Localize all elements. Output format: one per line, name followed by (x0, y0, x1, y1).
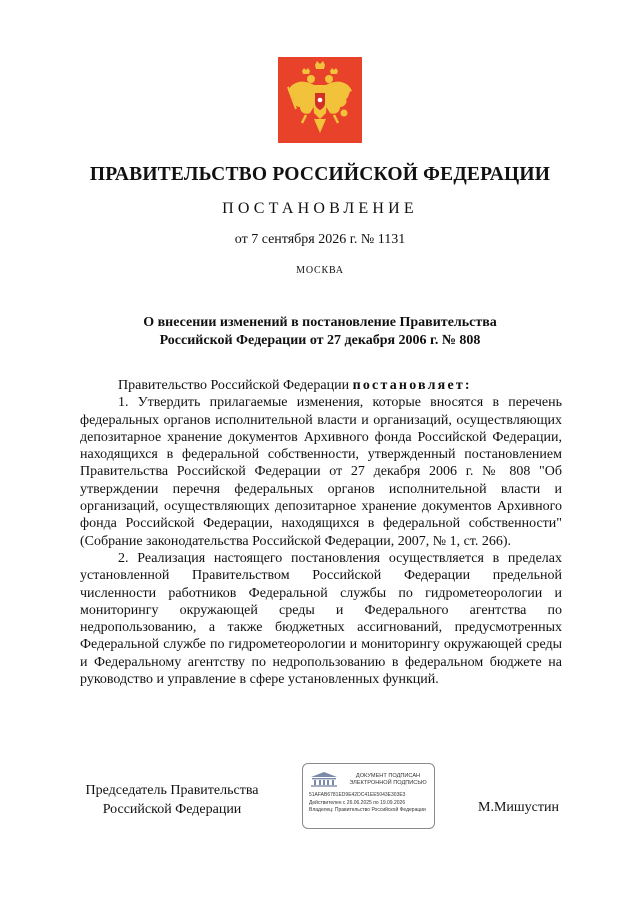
building-emblem-icon (309, 771, 339, 787)
electronic-signature-stamp (302, 763, 435, 829)
signer-position (72, 781, 272, 819)
stamp-heading-line-2: ЭЛЕКТРОННОЙ ПОДПИСЬЮ (349, 780, 427, 786)
signer-name: М.Мишустин (478, 800, 559, 815)
intro-text: Правительство Российской Федерации (118, 378, 350, 393)
coat-of-arms-icon (278, 57, 362, 143)
item-2-paragraph: 2. Реализация настоящего постановления осуществляется в пределах установленной Правительством Российской Федерации предельной численности работников Федеральной службы по гидрометеорологии и мониторингу окружающей среды и Федерального агентства по недропользованию, а также бюджетных ассигнований, предусмотренных Федеральной службе по гидрометеорологии и мониторингу окружающей среды и Федеральному агентству по недропользованию в федеральном бюджете на руководство и управление в сфере установленных функций. (80, 550, 562, 688)
document-body (80, 377, 562, 688)
stamp-heading-line-1: ДОКУМЕНТ ПОДПИСАН (355, 773, 421, 779)
decree-word: постановляет: (352, 378, 472, 393)
signer-position-line-2: Российской Федерации (102, 802, 242, 817)
government-title: ПРАВИТЕЛЬСТВО РОССИЙСКОЙ ФЕДЕРАЦИИ (89, 164, 551, 185)
document-type: ПОСТАНОВЛЕНИЕ (222, 200, 418, 217)
stamp-certificate: 51AFAB6781ED9E42DC41EE5043E303E3 (309, 792, 406, 798)
subject-line-1: О внесении изменений в постановление Правительства (143, 315, 497, 330)
stamp-owner: Владелец: Правительство Российской Федерации (309, 807, 426, 813)
stamp-heading (343, 773, 433, 787)
stamp-validity: Действителен с 26.06.2025 по 19.09.2026 (309, 800, 406, 806)
document-city: МОСКВА (296, 265, 344, 276)
document-date-number: от 7 сентября 2026 г. № 1131 (234, 232, 406, 247)
intro-paragraph (80, 377, 562, 394)
document-subject (0, 314, 640, 350)
signer-position-line-1: Председатель Правительства (85, 783, 259, 798)
item-1-paragraph: 1. Утвердить прилагаемые изменения, которые вносятся в перечень федеральных органов исполнительной власти и организаций, осуществляющих депозитарное хранение документов Архивного фонда Российской Федерации, находящихся в федеральной собственности, утвержденный постановлением Правительства Российской Федерации от 27 декабря 2006 г. № 808 "Об утверждении перечня федеральных органов исполнительной власти и организаций, осуществляющих депозитарное хранение документов Архивного фонда Российской Федерации, находящихся в федеральной собственности" (Собрание законодательства Российской Федерации, 2007, № 1, ст. 266). (80, 395, 562, 549)
subject-line-2: Российской Федерации от 27 декабря 2006 г. № 808 (159, 333, 481, 348)
